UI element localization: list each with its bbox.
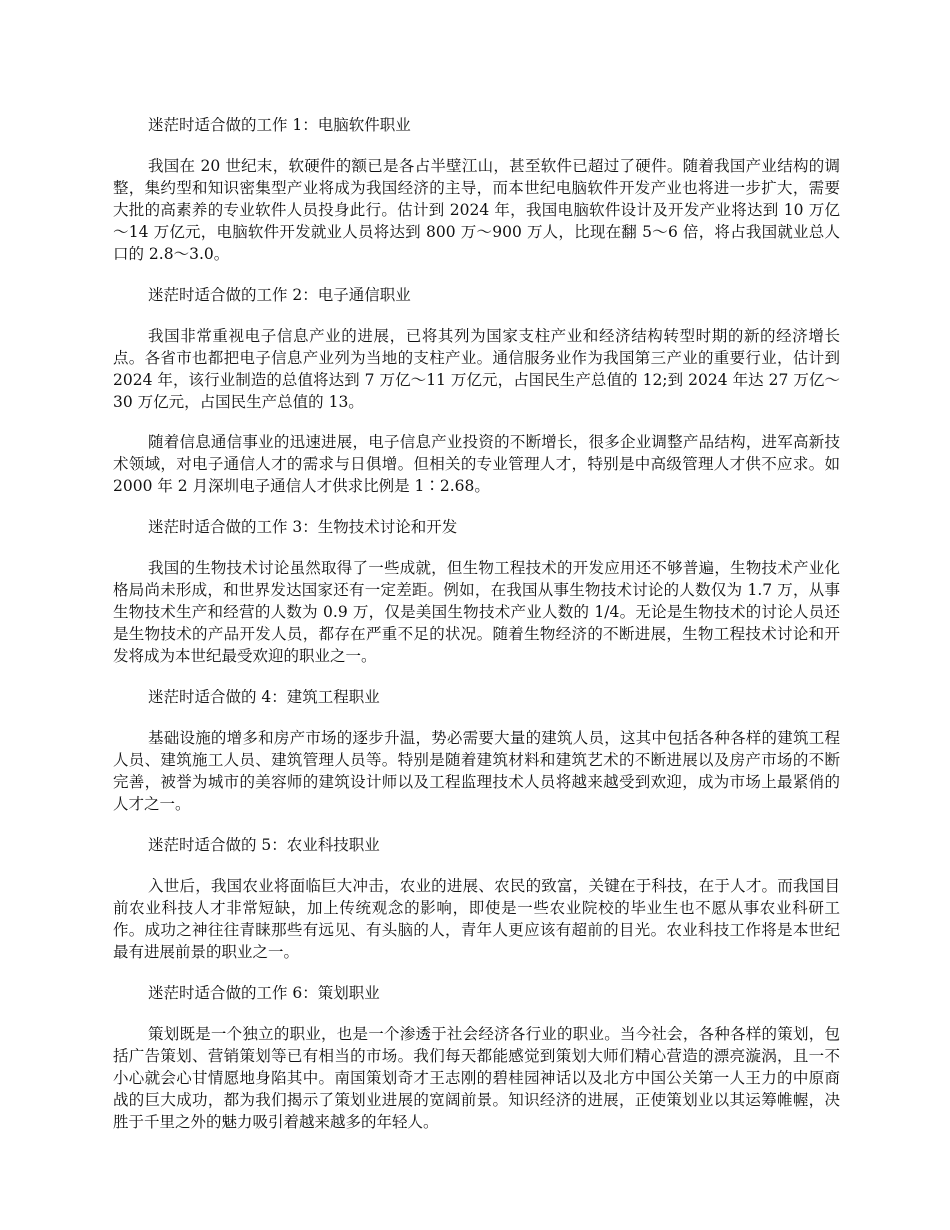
section-heading-6: 迷茫时适合做的工作 6：策划职业	[148, 984, 380, 1002]
section-heading-5: 迷茫时适合做的 5：农业科技职业	[148, 836, 380, 854]
section-4-paragraph-1: 基础设施的增多和房产市场的逐步升温，势必需要大量的建筑人员，这其中包括各种各样的建筑工程人员、建筑施工人员、建筑管理人员等。特别是随着建筑材料和建筑艺术的不断进展以及房产市场的不断完善，被誉为城市的美容师的建筑设计师以及工程监理技术人员将越来越受到欢迎，成为市场上最紧俏的人才之一。	[113, 729, 840, 813]
section-heading-1: 迷茫时适合做的工作 1：电脑软件职业	[148, 116, 411, 134]
section-heading-3: 迷茫时适合做的工作 3：生物技术讨论和开发	[148, 518, 458, 536]
section-2-paragraph-2: 随着信息通信事业的迅速进展，电子信息产业投资的不断增长，很多企业调整产品结构，进军高新技术领域，对电子通信人才的需求与日俱增。但相关的专业管理人才，特别是中高级管理人才供不应求。如 2000 年 2 月深圳电子通信人才供求比例是 1∶2.68。	[113, 433, 840, 495]
section-heading-4: 迷茫时适合做的 4：建筑工程职业	[148, 688, 380, 706]
section-2-paragraph-1: 我国非常重视电子信息产业的进展，已将其列为国家支柱产业和经济结构转型时期的新的经济增长点。各省市也都把电子信息产业列为当地的支柱产业。通信服务业作为我国第三产业的重要行业，估计到 2024 年，该行业制造的总值将达到 7 万亿～11 万亿元，占国民生产总值的 12;到 2024 年达 27 万亿～30 万亿元，占国民生产总值的 13。	[113, 327, 840, 411]
section-3-paragraph-1: 我国的生物技术讨论虽然取得了一些成就，但生物工程技术的开发应用还不够普遍，生物技术产业化格局尚未形成，和世界发达国家还有一定差距。例如，在我国从事生物技术讨论的人数仅为 1.7 万，从事生物技术生产和经营的人数为 0.9 万，仅是美国生物技术产业人数的 1/4。无论是生物技术的讨论人员还是生物技术的产品开发人员，都存在严重不足的状况。随着生物经济的不断进展，生物工程技术讨论和开发将成为本世纪最受欢迎的职业之一。	[113, 559, 840, 665]
section-heading-2: 迷茫时适合做的工作 2：电子通信职业	[148, 286, 411, 304]
section-1-paragraph-1: 我国在 20 世纪末，软硬件的额已是各占半壁江山，甚至软件已超过了硬件。随着我国产业结构的调整，集约型和知识密集型产业将成为我国经济的主导，而本世纪电脑软件开发产业也将进一步扩大，需要大批的高素养的专业软件人员投身此行。估计到 2024 年，我国电脑软件设计及开发产业将达到 10 万亿～14 万亿元，电脑软件开发就业人员将达到 800 万～900 万人，比现在翻 5～6 倍，将占我国就业总人口的 2.8～3.0。	[113, 157, 840, 263]
section-5-paragraph-1: 入世后，我国农业将面临巨大冲击，农业的进展、农民的致富，关键在于科技，在于人才。而我国目前农业科技人才非常短缺，加上传统观念的影响，即使是一些农业院校的毕业生也不愿从事农业科研工作。成功之神往往青睐那些有远见、有头脑的人，青年人更应该有超前的目光。农业科技工作将是本世纪最有进展前景的职业之一。	[113, 877, 840, 961]
section-6-paragraph-1: 策划既是一个独立的职业，也是一个渗透于社会经济各行业的职业。当今社会，各种各样的策划，包括广告策划、营销策划等已有相当的市场。我们每天都能感觉到策划大师们精心营造的漂亮漩涡，且一不小心就会心甘情愿地身陷其中。南国策划奇才王志刚的碧桂园神话以及北方中国公关第一人王力的中原商战的巨大成功，都为我们揭示了策划业进展的宽阔前景。知识经济的进展，正使策划业以其运筹帷幄，决胜于千里之外的魅力吸引着越来越多的年轻人。	[113, 1025, 840, 1131]
